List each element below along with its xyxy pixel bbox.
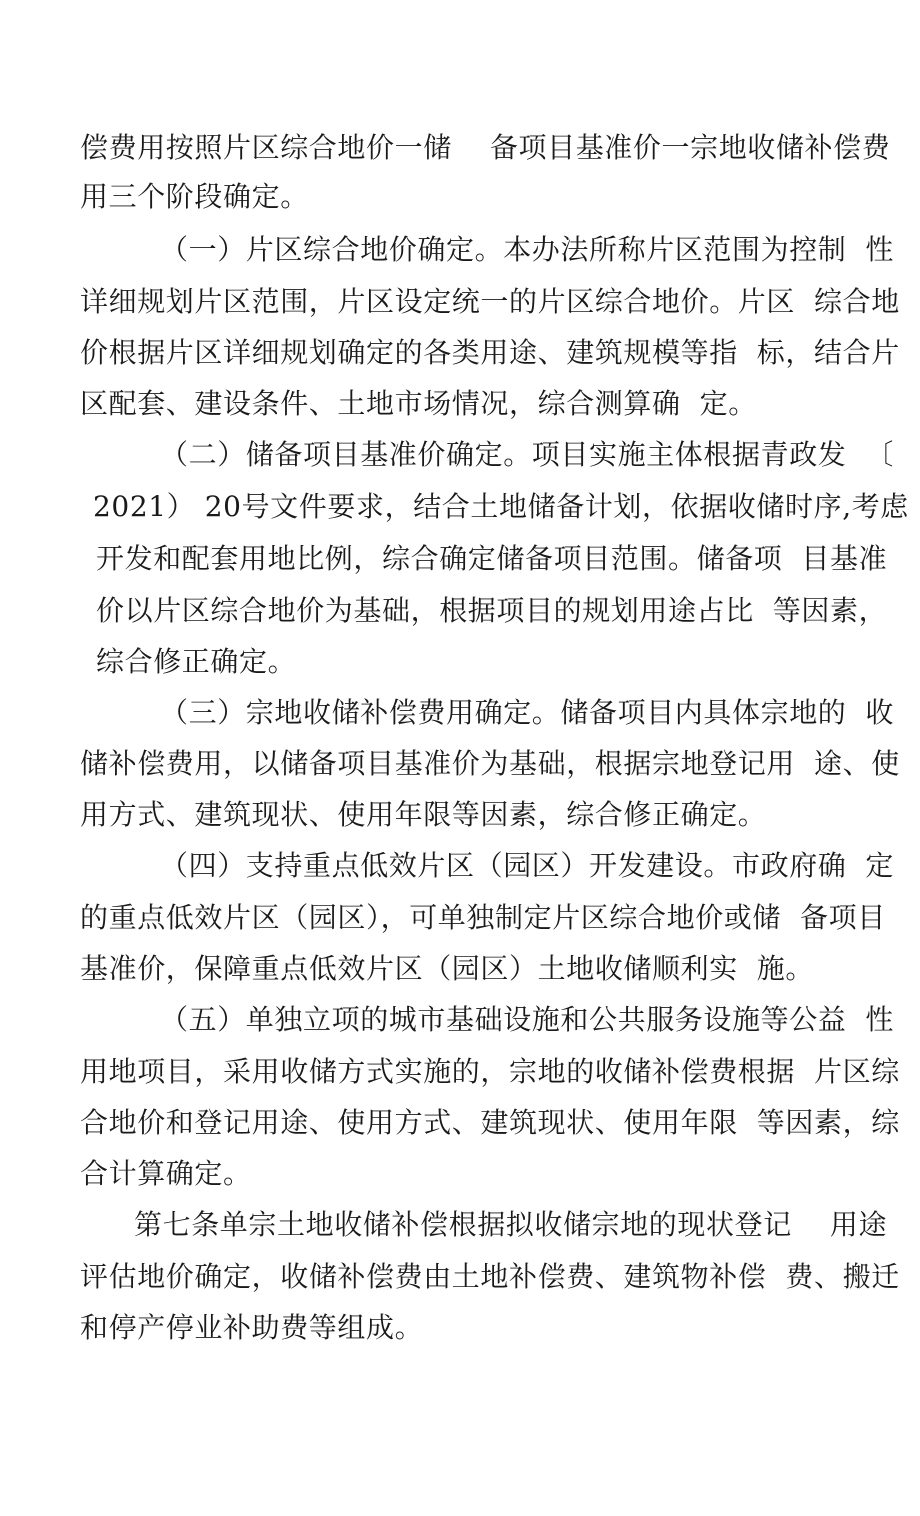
text-line: （二）储备项目基准价确定。项目实施主体根据青政发 〔: [160, 438, 895, 471]
text-line: 用地项目，采用收储方式实施的，宗地的收储补偿费根据 片区综: [80, 1055, 900, 1088]
text-line: 开发和配套用地比例，综合确定储备项目范围。储备项 目基准: [96, 542, 888, 575]
text-line: 偿费用按照片区综合地价一储 备项目基准价一宗地收储补偿费: [80, 131, 891, 164]
text-line: 2021） 20号文件要求，结合土地储备计划，依据收储时序,考虑: [93, 490, 909, 523]
text-line: 评估地价确定，收储补偿费由土地补偿费、建筑物补偿 费、搬迁: [80, 1260, 900, 1293]
text-line: 储补偿费用，以储备项目基准价为基础，根据宗地登记用 途、使: [80, 747, 900, 780]
text-line: 的重点低效片区（园区），可单独制定片区综合地价或储 备项目: [80, 901, 886, 934]
text-line: 区配套、建设条件、土地市场情况，综合测算确 定。: [80, 387, 757, 420]
text-line: 价以片区综合地价为基础，根据项目的规划用途占比 等因素，: [96, 594, 888, 627]
text-line: 基准价，保障重点低效片区（园区）土地收储顺利实 施。: [80, 952, 815, 985]
text-line: 用方式、建筑现状、使用年限等因素，综合修正确定。: [80, 798, 767, 831]
text-line: （一）片区综合地价确定。本办法所称片区范围为控制 性: [160, 233, 895, 266]
text-line: （三）宗地收储补偿费用确定。储备项目内具体宗地的 收: [160, 696, 895, 729]
text-line: 价根据片区详细规划确定的各类用途、建筑规模等指 标，结合片: [80, 336, 900, 369]
text-line: （四）支持重点低效片区（园区）开发建设。市政府确 定: [160, 849, 895, 882]
text-line: 合计算确定。: [80, 1157, 252, 1190]
text-line: 详细规划片区范围，片区设定统一的片区综合地价。片区 综合地: [80, 285, 900, 318]
text-line: 和停产停业补助费等组成。: [80, 1311, 424, 1344]
text-line: 第七条单宗土地收储补偿根据拟收储宗地的现状登记 用途: [134, 1208, 888, 1241]
text-line: 用三个阶段确定。: [80, 180, 309, 213]
text-line: 综合修正确定。: [96, 645, 297, 678]
text-line: （五）单独立项的城市基础设施和公共服务设施等公益 性: [160, 1003, 895, 1036]
text-line: 合地价和登记用途、使用方式、建筑现状、使用年限 等因素，综: [80, 1106, 900, 1139]
